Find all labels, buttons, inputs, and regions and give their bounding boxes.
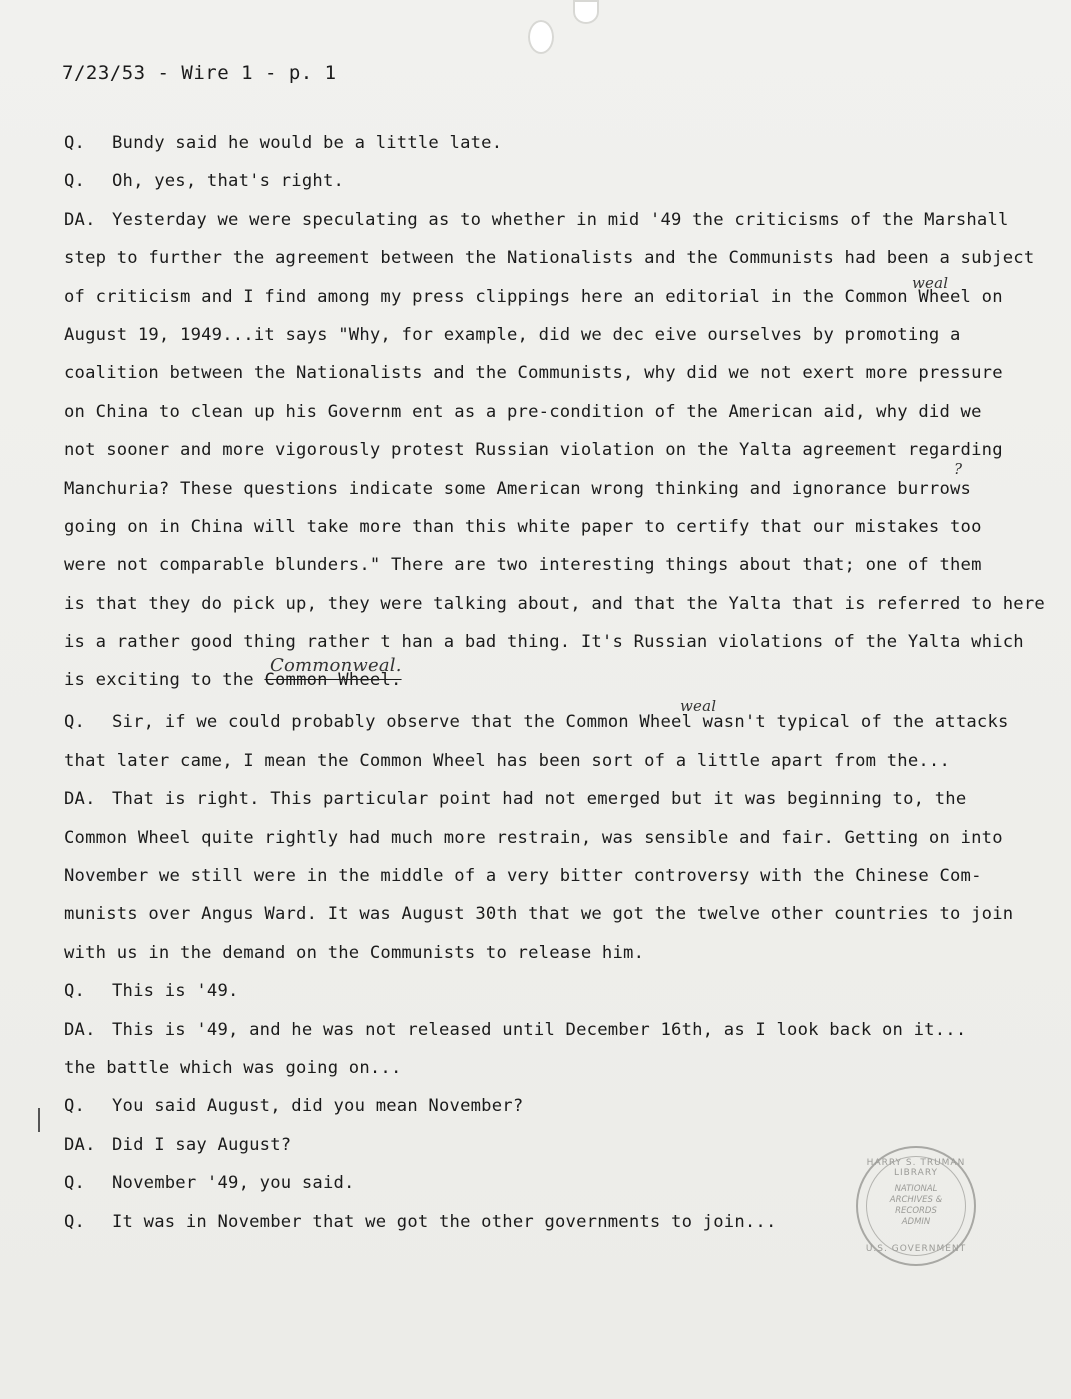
line-text: August 19, 1949...it says "Why, for example, did we dec eive ourselves by promoting a [64,324,961,345]
line-text: This is '49, and he was not released until December 16th, as I look back on it... [112,1019,967,1040]
line-text: That is right. This particular point had not emerged but it was beginning to, the [112,789,967,810]
transcript-line [64,895,1044,933]
transcript-body [64,124,1044,1241]
punch-hole [573,0,599,24]
line-text: You said August, did you mean November? [112,1096,524,1117]
transcript-line [64,273,1044,316]
line-text: the battle which was going on... [64,1057,402,1078]
speaker-label: DA. [64,1019,96,1040]
speaker-label: DA. [64,1134,96,1155]
transcript-line [64,780,1044,818]
transcript-line [64,239,1044,277]
line-text: Sir, if we could probably observe that the Common Wheel wasn't typical of the attacks [112,712,1009,733]
line-text: is a rather good thing rather t han a bad thing. It's Russian violations of the Yalta which [64,632,1024,653]
line-text: Common Wheel quite rightly had much more restrain, was sensible and fair. Getting on into [64,827,1003,848]
line-text: It was in November that we got the other governments to join... [112,1211,777,1232]
line-text: coalition between the Nationalists and the Communists, why did we not exert more pressure [64,363,1003,384]
speaker-label: Q. [64,712,86,733]
transcript-line [64,655,1044,703]
line-text: Yesterday we were speculating as to whether in mid '49 the criticisms of the Marshall [112,209,1009,230]
line-text: on China to clean up his Governm ent as a pre-condition of the American aid, why did we [64,401,982,422]
margin-mark [38,1108,40,1132]
page-header: 7/23/53 - Wire 1 - p. 1 [62,62,337,84]
line-text: This is '49. [112,981,239,1002]
line-text: is exciting to the [64,670,254,691]
speaker-label: Q. [64,1173,86,1194]
transcript-line [64,459,1044,508]
line-text: with us in the demand on the Communists to release him. [64,942,645,963]
line-text: going on in China will take more than this white paper to certify that our mistakes too [64,516,982,537]
transcript-line [64,623,1044,661]
line-text: not sooner and more vigorously protest Russian violation on the Yalta agreement regarding [64,440,1003,461]
transcript-line [64,819,1044,857]
speaker-label: DA. [64,789,96,810]
transcript-line [64,1087,1044,1125]
speaker-label: Q. [64,1211,86,1232]
transcript-line [64,316,1044,354]
stamp-top-text: HARRY S. TRUMAN LIBRARY [866,1158,966,1178]
transcript-line [64,1049,1044,1087]
transcript-line [64,697,1044,741]
struck-text: Common Wheel. [264,670,402,691]
transcript-line [64,742,1044,780]
line-text: November we still were in the middle of a very bitter controversy with the Chinese Com- [64,866,982,887]
handwritten-annotation: ? [954,459,963,478]
punch-hole [528,20,554,54]
transcript-line [64,546,1044,584]
transcript-line [64,162,1044,200]
transcript-line [64,354,1044,392]
transcript-line [64,508,1044,546]
speaker-label: Q. [64,1096,86,1117]
transcript-line [64,201,1044,239]
line-text: November '49, you said. [112,1173,355,1194]
speaker-label: Q. [64,133,86,153]
speaker-label: DA. [64,209,96,230]
transcript-line [64,972,1044,1010]
line-text: munists over Angus Ward. It was August 30th that we got the twelve other countries to join [64,904,1014,925]
transcript-line [64,124,1044,162]
transcript-line [64,1011,1044,1049]
line-text: of criticism and I find among my press clippings here an editorial in the Common Wheel on [64,286,1003,307]
speaker-label: Q. [64,981,86,1002]
line-text: Bundy said he would be a little late. [112,133,503,153]
handwritten-annotation: Commonweal. [270,655,402,677]
transcript-line [64,393,1044,431]
line-text: that later came, I mean the Common Wheel has been sort of a little apart from the... [64,750,951,771]
speaker-label: Q. [64,171,86,192]
transcript-line [64,431,1044,469]
line-text: Manchuria? These questions indicate some American wrong thinking and ignorance burrows [64,478,972,499]
handwritten-annotation: weal [680,697,717,716]
transcript-line [64,857,1044,895]
archive-stamp [856,1146,976,1266]
line-text: Oh, yes, that's right. [112,171,345,192]
line-text: is that they do pick up, they were talking about, and that the Yalta that is referred to here [64,593,1045,614]
stamp-center-text: NATIONAL ARCHIVES & RECORDS ADMIN [889,1184,943,1227]
line-text: Did I say August? [112,1134,292,1155]
transcript-line [64,585,1044,623]
handwritten-annotation: weal [912,273,949,292]
stamp-bottom-text: U.S. GOVERNMENT [865,1244,967,1254]
line-text: step to further the agreement between the Nationalists and the Communists had been a subject [64,248,1035,269]
transcript-line [64,934,1044,972]
line-text: were not comparable blunders." There are two interesting things about that; one of them [64,555,982,576]
